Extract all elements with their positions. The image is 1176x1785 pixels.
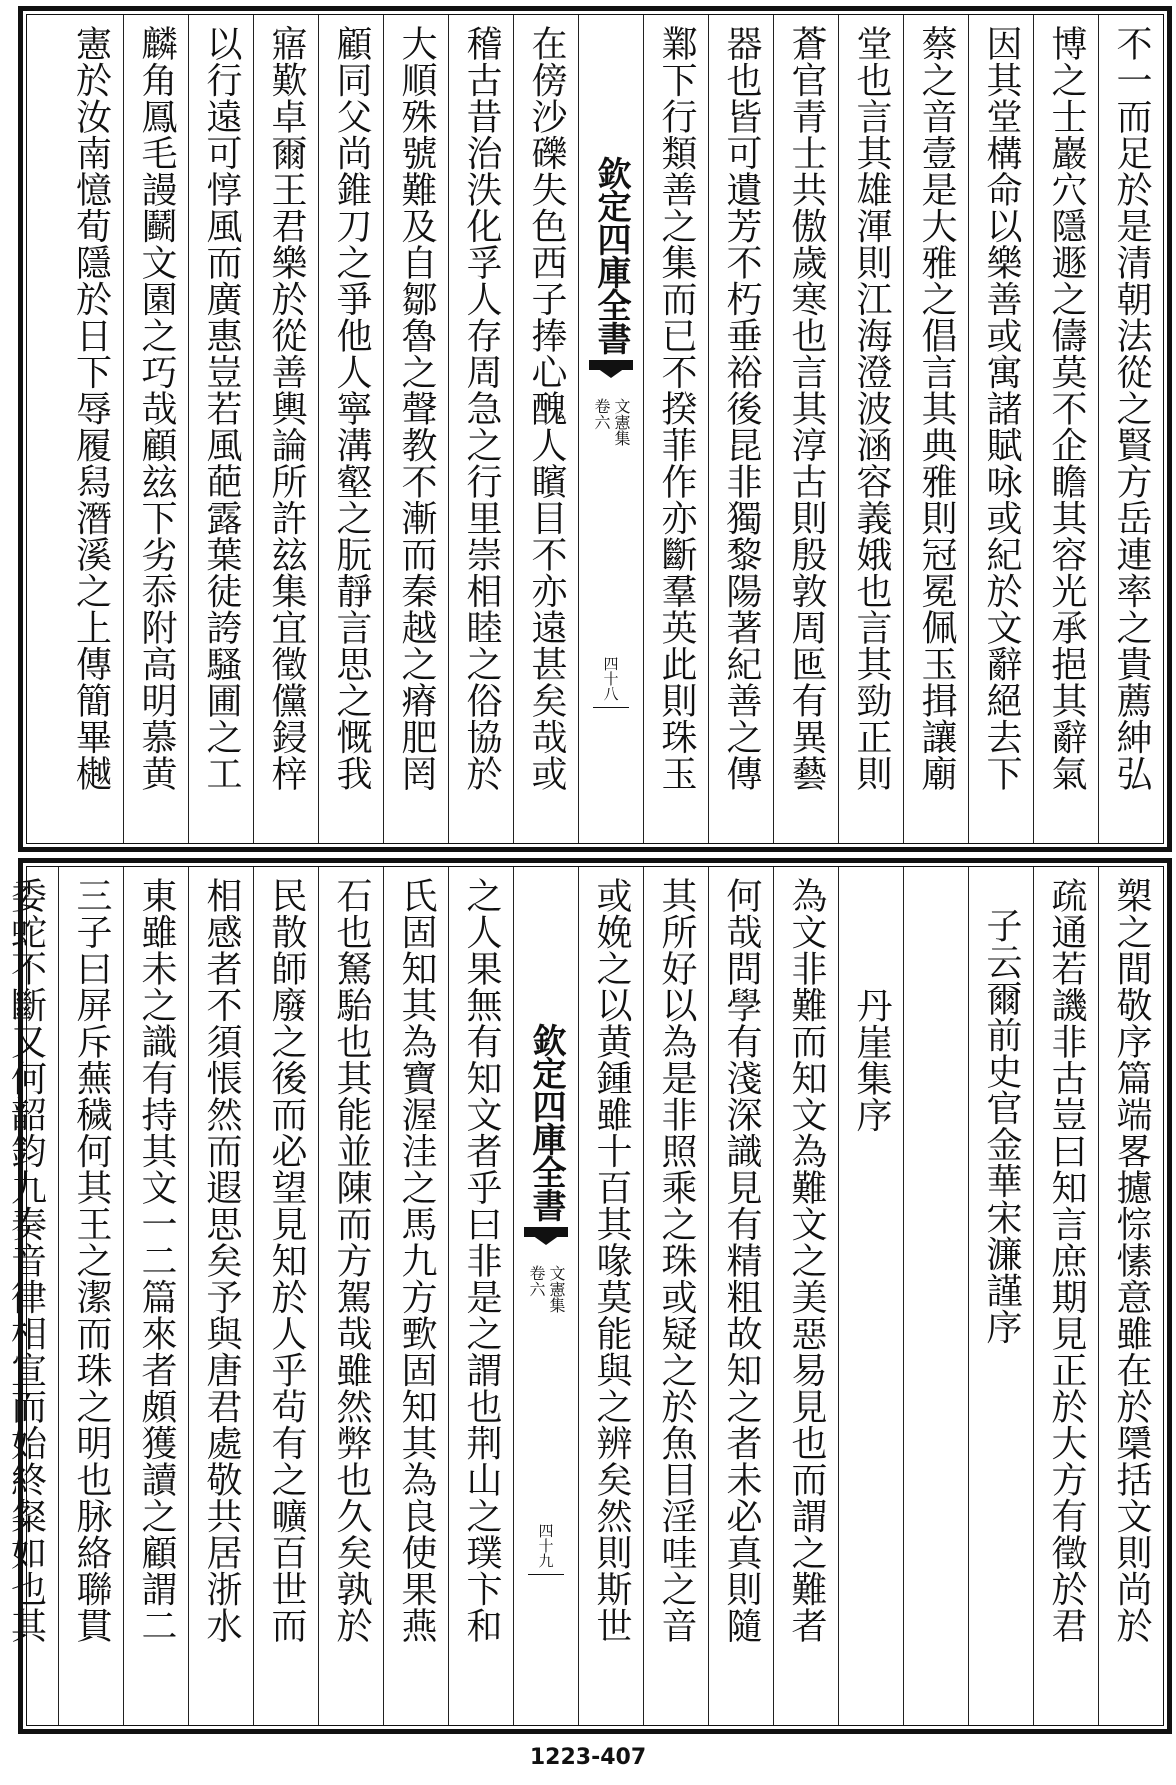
header-column <box>578 15 643 843</box>
text-line: 憲於汝南憶荀隱於日下辱履舄潛溪之上傳簡畢樾 <box>70 25 112 792</box>
text-column <box>838 15 903 843</box>
page-columns <box>26 14 1164 844</box>
text-column <box>318 15 383 843</box>
text-column <box>968 15 1033 843</box>
text-column <box>578 867 643 1725</box>
text-column <box>708 867 773 1725</box>
text-column <box>58 15 123 843</box>
folio-divider <box>593 707 629 708</box>
book-info <box>593 398 629 446</box>
book-name: 文憲集 <box>612 398 631 446</box>
header-title: 欽定四庫全書 <box>526 1023 566 1221</box>
text-column <box>188 15 253 843</box>
fishtail-ornament-icon <box>524 1227 568 1247</box>
header-column <box>513 867 578 1725</box>
text-line: 寤歎卓爾王君樂於從善輿論所許玆集宜徵儻鋟梓 <box>266 25 307 792</box>
volume-label: 卷六 <box>527 1265 546 1297</box>
text-line: 在傍沙礫失色西子捧心醜人矉目不亦遠甚矣哉或 <box>526 25 567 792</box>
text-line: 顧同父尚錐刀之爭他人寧溝壑之朊靜言思之慨我 <box>331 25 372 792</box>
text-column <box>773 867 838 1725</box>
volume-label: 卷六 <box>592 398 611 430</box>
text-line: 子云爾前史官金華宋濂謹序 <box>981 907 1022 1345</box>
text-column <box>838 867 903 1725</box>
text-line: 其所好以為是非照乘之珠或疑之於魚目淫哇之音 <box>656 877 697 1644</box>
text-line: 鄴下行類善之集而已不揆菲作亦斷羣英此則珠玉 <box>656 25 697 792</box>
text-column <box>513 15 578 843</box>
page-bottom <box>5 858 1172 1734</box>
text-line: 石也駑駘也其能並陳而方駕哉雖然弊也久矣孰於 <box>331 877 372 1644</box>
text-column <box>903 15 968 843</box>
text-line: 疏通若譏非古豈曰知言庶期見正於大方有徵於君 <box>1046 877 1087 1644</box>
text-column <box>1098 867 1163 1725</box>
text-column <box>1033 867 1098 1725</box>
text-column <box>383 867 448 1725</box>
text-line: 器也皆可遺芳不朽垂裕後昆非獨黎陽著紀善之傳 <box>721 25 762 792</box>
text-column <box>58 867 123 1725</box>
text-column <box>773 15 838 843</box>
text-line: 不一而足於是清朝法從之賢方岳連率之貴薦紳弘 <box>1111 25 1152 792</box>
text-line: 槊之間敬序篇端畧攄悰愫意雖在於檃括文則尚於 <box>1111 877 1152 1644</box>
section-title: 丹崖集序 <box>851 987 892 1133</box>
page-number: 1223-407 <box>529 1745 647 1770</box>
header-title: 欽定四庫全書 <box>591 156 631 354</box>
text-line: 以行遠可惇風而廣惠豈若風葩露葉徒誇騷圃之工 <box>201 25 242 792</box>
text-line: 蒼官青士共傲歲寒也言其淳古則殷敦周匜有異藝 <box>786 25 827 792</box>
text-column <box>1033 15 1098 843</box>
text-column <box>903 867 968 1725</box>
text-column <box>383 15 448 843</box>
text-line: 之人果無有知文者乎曰非是之謂也荆山之璞卞和 <box>461 877 502 1644</box>
folio-number: 四十九 <box>536 1523 555 1568</box>
text-column <box>123 867 188 1725</box>
text-line: 民散師廢之後而必望見知於人乎茍有之曠百世而 <box>266 877 307 1644</box>
text-line: 氏固知其為寶渥洼之馬九方歅固知其為良使果燕 <box>396 877 437 1644</box>
text-line: 稽古昔治泆化孚人存周急之行里崇相睦之俗協於 <box>461 25 502 792</box>
folio-divider <box>528 1574 564 1575</box>
text-line: 相感者不須悵然而遐思矣予與唐君處敬共居浙水 <box>201 877 242 1644</box>
text-column <box>708 15 773 843</box>
text-line: 三子曰屏斥蕪穢何其王之潔而珠之明也脉絡聯貫 <box>71 877 112 1644</box>
text-column <box>253 867 318 1725</box>
text-line: 委蛇不斷又何韶鈞九奏音律相宣而始終粲如也其 <box>5 877 47 1644</box>
text-column <box>968 867 1033 1725</box>
text-line: 或娩之以黄鍾雖十百其喙莫能與之辨矣然則斯世 <box>591 877 632 1644</box>
book-name: 文憲集 <box>547 1265 566 1313</box>
text-column <box>643 867 708 1725</box>
text-column <box>1098 15 1163 843</box>
fishtail-ornament-icon <box>589 360 633 380</box>
text-line: 東雖未之識有持其文一二篇來者頗獲讀之顧謂二 <box>136 877 177 1644</box>
text-line: 何哉問學有淺深識見有精粗故知之者未必真則隨 <box>721 877 762 1644</box>
page-top <box>18 6 1172 852</box>
book-info <box>528 1265 564 1313</box>
page-columns <box>5 866 1164 1726</box>
text-line: 麟角鳳毛謾鬬文園之巧哉顧玆下劣忝附高明慕黄 <box>136 25 177 792</box>
text-column <box>643 15 708 843</box>
text-line: 博之士巖穴隱遯之儔莫不企瞻其容光承挹其辭氣 <box>1046 25 1087 792</box>
text-column <box>188 867 253 1725</box>
text-column <box>318 867 383 1725</box>
text-line: 因其堂構命以樂善或寓諸賦咏或紀於文辭絕去下 <box>981 25 1022 792</box>
text-line: 大順殊號難及自鄒魯之聲教不漸而秦越之瘠肥罔 <box>396 25 437 792</box>
text-line: 蔡之音壹是大雅之倡言其典雅則冠冕佩玉揖讓廟 <box>916 25 957 792</box>
text-column <box>448 15 513 843</box>
text-column <box>0 867 58 1725</box>
text-line: 為文非難而知文為難文之美惡易見也而謂之難者 <box>786 877 827 1644</box>
text-column <box>253 15 318 843</box>
text-column <box>123 15 188 843</box>
text-column <box>448 867 513 1725</box>
folio-number: 四十八 <box>601 656 620 701</box>
text-line: 堂也言其雄渾則江海澄波涵容義娥也言其勁正則 <box>851 25 892 792</box>
